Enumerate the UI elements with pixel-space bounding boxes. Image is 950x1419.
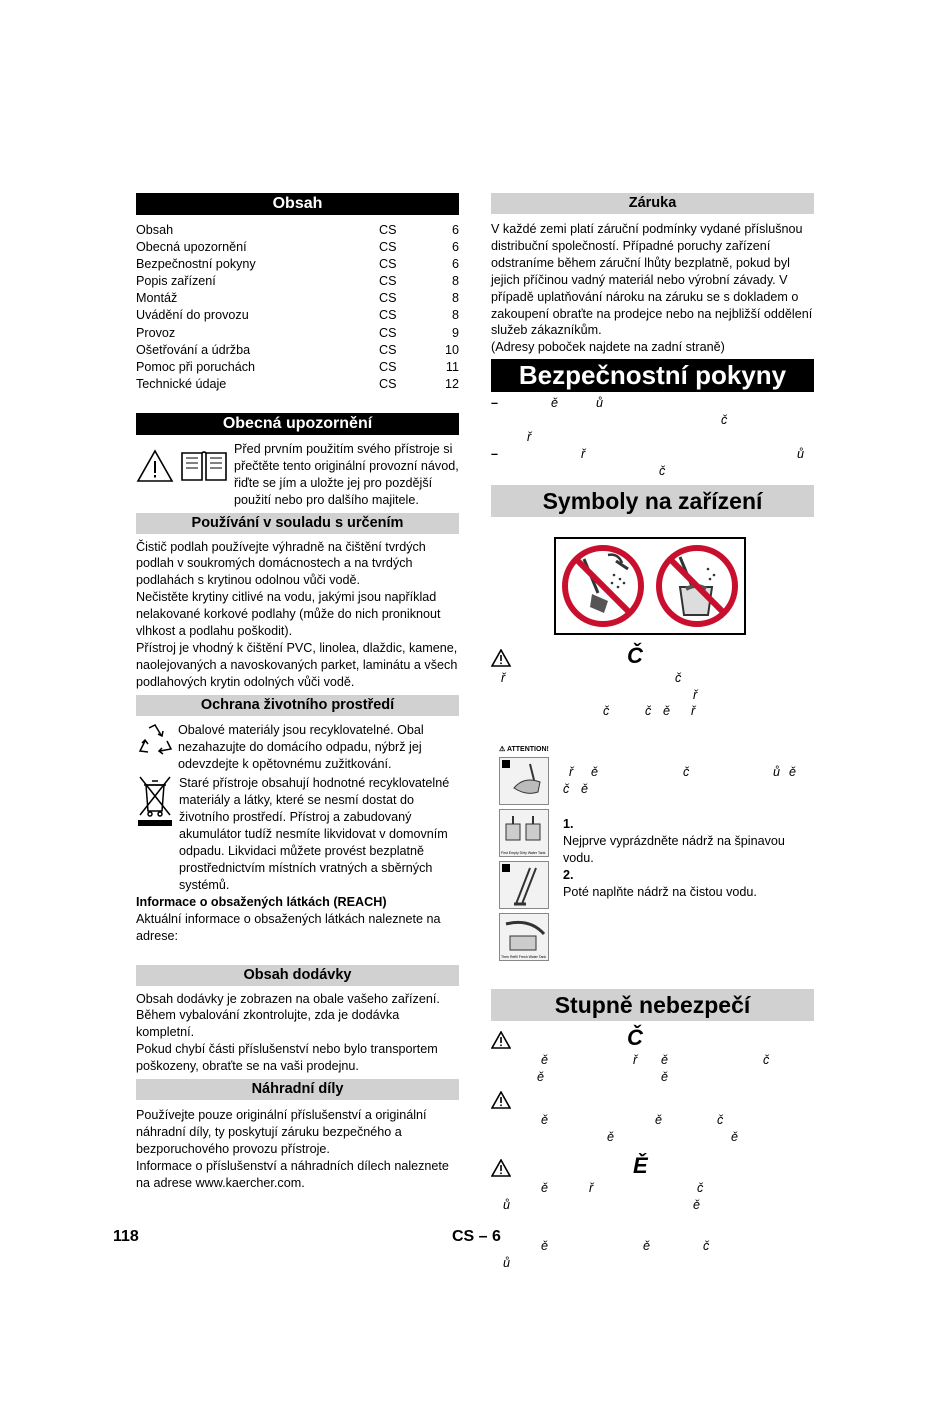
toc-title: Bezpečnostní pokyny (136, 257, 256, 272)
toc-row (136, 376, 459, 393)
toc-page: 8 (451, 308, 459, 323)
frag: ů (797, 446, 805, 461)
toc-page: 9 (451, 325, 459, 340)
frag-big: Č (627, 1025, 643, 1051)
table-of-contents (136, 222, 459, 393)
disposal-text: Staré přístroje obsahují hodnotné recyklovatelné materiály a látky, které se nesmí dostat do životního prostředí. Přístroj a zabudovaný akumulátor tudíž nesmíte likvidovat v domovním odpadu. Likvidaci můžete provést bezplatně prostřednictvím místních vratných a sběrných systémů. (179, 776, 450, 892)
frag: č (645, 704, 652, 719)
frag: ř (633, 1053, 638, 1068)
toc-title: Montáž (136, 291, 178, 306)
warning-triangle-icon (491, 1159, 511, 1177)
toc-page: 6 (451, 223, 459, 237)
no-shower-no-immerse-icon (556, 539, 744, 633)
delivery-heading: Obsah dodávky (136, 965, 459, 986)
reach-text: Aktuální informace o obsažených látkách naleznete na adrese: (136, 911, 441, 943)
environment-heading: Ochrana životního prostředí (136, 695, 459, 716)
intended-use-p3: Přístroj je vhodný k čištění PVC, linolea, dlaždic, kamene, naolejovaných a navoskovaných parket, laminátu a všech podlahových krytin odolných vůči vodě. (136, 641, 458, 689)
step-image-1 (499, 809, 549, 857)
frag: ř (589, 1180, 594, 1195)
frag: ě (661, 1053, 669, 1068)
intended-use-p1: Čistič podlah používejte výhradně na čištění tvrdých podlah v soukromých domácnostech a na tvrdých podlahách s krytinou odolnou vůči vodě. (136, 539, 426, 588)
safety-heading: Bezpečnostní pokyny (491, 359, 814, 392)
frag: ě (789, 765, 797, 780)
instruction-text (563, 765, 814, 900)
warning-triangle-icon (491, 649, 511, 667)
instruction-images (499, 757, 549, 965)
symbol-warning-block (491, 642, 814, 722)
step-image-0 (499, 757, 549, 805)
frag: ě (541, 1238, 549, 1253)
toc-title: Provoz (136, 325, 176, 340)
frag: č (683, 765, 690, 780)
toc-title: Obsah (136, 223, 174, 237)
frag: ě (581, 782, 589, 797)
frag: ě (643, 1238, 651, 1253)
crossed-bin-icon (136, 775, 174, 827)
parts-p2: Informace o příslušenství a náhradních dílech naleznete na adrese www.kaercher.com. (136, 1158, 449, 1190)
frag-big: Č (627, 642, 643, 668)
toc-row (136, 273, 459, 290)
recycling-icon (136, 722, 174, 758)
recycling-block (136, 722, 459, 773)
toc-page: 11 (445, 359, 459, 374)
toc-lang: CS (379, 325, 397, 340)
frag: ř (693, 687, 698, 702)
frag: ů (503, 1255, 511, 1270)
frag: ř (527, 430, 532, 445)
toc-lang: CS (379, 376, 397, 391)
step-1-number: 1. (563, 817, 574, 832)
warranty-p2: (Adresy poboček najdete na zadní straně) (491, 340, 725, 355)
manual-book-icon (178, 449, 230, 483)
general-intro-text: Před prvním použitím svého přístroje si přečtěte tento originální provozní návod, řiďte se jím a uložte jej pro pozdější použití nebo pro dalšího majitele. (234, 441, 459, 507)
intended-use-p2: Nečistěte krytiny citlivé na vodu, jakými jsou například nelakované korkové podlahy (může do nich proniknout vlhkost a podlahu poškodit). (136, 590, 441, 639)
frag-big: Ě (633, 1152, 648, 1178)
frag: ě (541, 1113, 549, 1128)
toc-page: 8 (451, 291, 459, 306)
toc-page: 6 (451, 257, 459, 272)
parts-p1: Používejte pouze originální příslušenství a originální náhradní díly, ty poskytují záruku bezpečného a bezporuchového provozu přístroje. (136, 1108, 427, 1156)
frag: č (763, 1053, 770, 1068)
frag: č (659, 463, 666, 478)
recycling-text: Obalové materiály jsou recyklovatelné. Obal nezahazujte do domácího odpadu, nýbrž jej odevzdejte k opětovnému zužitkování. (178, 722, 424, 771)
toc-page: 6 (451, 240, 459, 255)
intended-use-heading: Používání v souladu s určením (136, 513, 459, 534)
frag: ě (731, 1130, 739, 1145)
step-2-text: Poté naplňte nádrž na čistou vodu. (563, 884, 757, 899)
frag: ř (581, 446, 586, 461)
danger-levels-block (491, 1025, 814, 1272)
step-image-caption: First Empty Dirty Water Tank (501, 851, 546, 856)
toc-page: 10 (444, 342, 459, 357)
toc-heading: Obsah (136, 193, 459, 215)
frag: ě (537, 1070, 545, 1085)
step-2-number: 2. (563, 867, 574, 882)
frag: ů (503, 1197, 511, 1212)
toc-lang: CS (379, 240, 397, 255)
toc-row (136, 342, 459, 359)
frag: ě (541, 1053, 549, 1068)
toc-page: 12 (444, 376, 459, 391)
frag-dash: – (491, 446, 499, 461)
frag: ě (591, 765, 599, 780)
toc-title: Uvádění do provozu (136, 308, 249, 323)
frag: ě (655, 1113, 663, 1128)
toc-row (136, 256, 459, 273)
toc-page: 8 (451, 274, 459, 289)
page-number: 118 (113, 1228, 139, 1245)
step-image-caption: Then Refill Fresh Water Tank (501, 955, 547, 960)
frag: ě (541, 1180, 549, 1195)
frag: ě (693, 1197, 701, 1212)
right-column (491, 193, 814, 1273)
toc-row (136, 222, 459, 239)
warning-triangle-icon (136, 449, 174, 483)
warning-triangle-icon (491, 1091, 511, 1109)
warranty-heading: Záruka (491, 193, 814, 214)
attention-label: ⚠ ATTENTION! (499, 746, 549, 754)
frag: č (697, 1180, 704, 1195)
section-code: CS – 6 (452, 1228, 501, 1245)
frag: ů (596, 396, 604, 411)
toc-row (136, 290, 459, 307)
toc-title: Technické údaje (136, 376, 227, 391)
toc-lang: CS (379, 291, 397, 306)
frag: č (563, 782, 570, 797)
frag: č (603, 704, 610, 719)
toc-row (136, 325, 459, 342)
frag: ů (773, 765, 781, 780)
frag: ě (607, 1130, 615, 1145)
left-column (136, 193, 459, 1192)
step-image-3 (499, 913, 549, 961)
danger-levels-heading: Stupně nebezpečí (491, 989, 814, 1021)
toc-title: Obecná upozornění (136, 240, 247, 255)
warranty-p1: V každé zemi platí záruční podmínky vydané příslušnou distribuční společností. Případné poruchy zařízení odstraníme během záruční lhůty bezplatně, pokud byl jejich příčinou vadný materiál nebo výrobní závady. V případě uplatňování nároku na záruku se s dokladem o zakoupení obraťte na prodejce nebo na nejbližší oddělení služeb zákazníkům. (491, 222, 813, 338)
frag: ě (661, 1070, 669, 1085)
reach-title: Informace o obsažených látkách (REACH) (136, 894, 387, 909)
frag: ř (569, 765, 574, 780)
step-image-2 (499, 861, 549, 909)
delivery-p2: Pokud chybí části příslušenství nebo bylo transportem poškozeny, obraťte se na vaši prodejnu. (136, 1042, 438, 1074)
general-heading: Obecná upozornění (136, 413, 459, 435)
frag: č (717, 1113, 724, 1128)
frag: ě (551, 396, 559, 411)
toc-title: Popis zařízení (136, 274, 216, 289)
step-1-text: Nejprve vyprázdněte nádrž na špinavou vodu. (563, 834, 785, 865)
toc-lang: CS (379, 359, 397, 374)
instruction-block (491, 745, 814, 975)
delivery-p1: Obsah dodávky je zobrazen na obale vašeho zařízení. Během vybalování zkontrolujte, zda je dodávka kompletní. (136, 991, 440, 1040)
safety-fragments (491, 396, 814, 480)
frag: č (675, 670, 682, 685)
symbols-heading: Symboly na zařízení (491, 485, 814, 517)
frag: ř (691, 704, 696, 719)
toc-title: Ošetřování a údržba (136, 342, 251, 357)
toc-row (136, 307, 459, 324)
frag: č (721, 413, 728, 428)
toc-lang: CS (379, 223, 397, 237)
toc-lang: CS (379, 274, 397, 289)
toc-title: Pomoc při poruchách (136, 359, 256, 374)
toc-lang: CS (379, 308, 397, 323)
frag: ě (663, 704, 671, 719)
frag: ř (501, 670, 506, 685)
toc-lang: CS (379, 257, 397, 272)
frag-dash: – (491, 396, 499, 411)
toc-row (136, 239, 459, 256)
parts-heading: Náhradní díly (136, 1079, 459, 1100)
toc-row (136, 359, 459, 376)
symbols-pictogram (554, 537, 746, 635)
toc-lang: CS (379, 342, 397, 357)
warning-triangle-icon (491, 1031, 511, 1049)
general-intro-block (136, 441, 459, 509)
frag: č (703, 1238, 710, 1253)
